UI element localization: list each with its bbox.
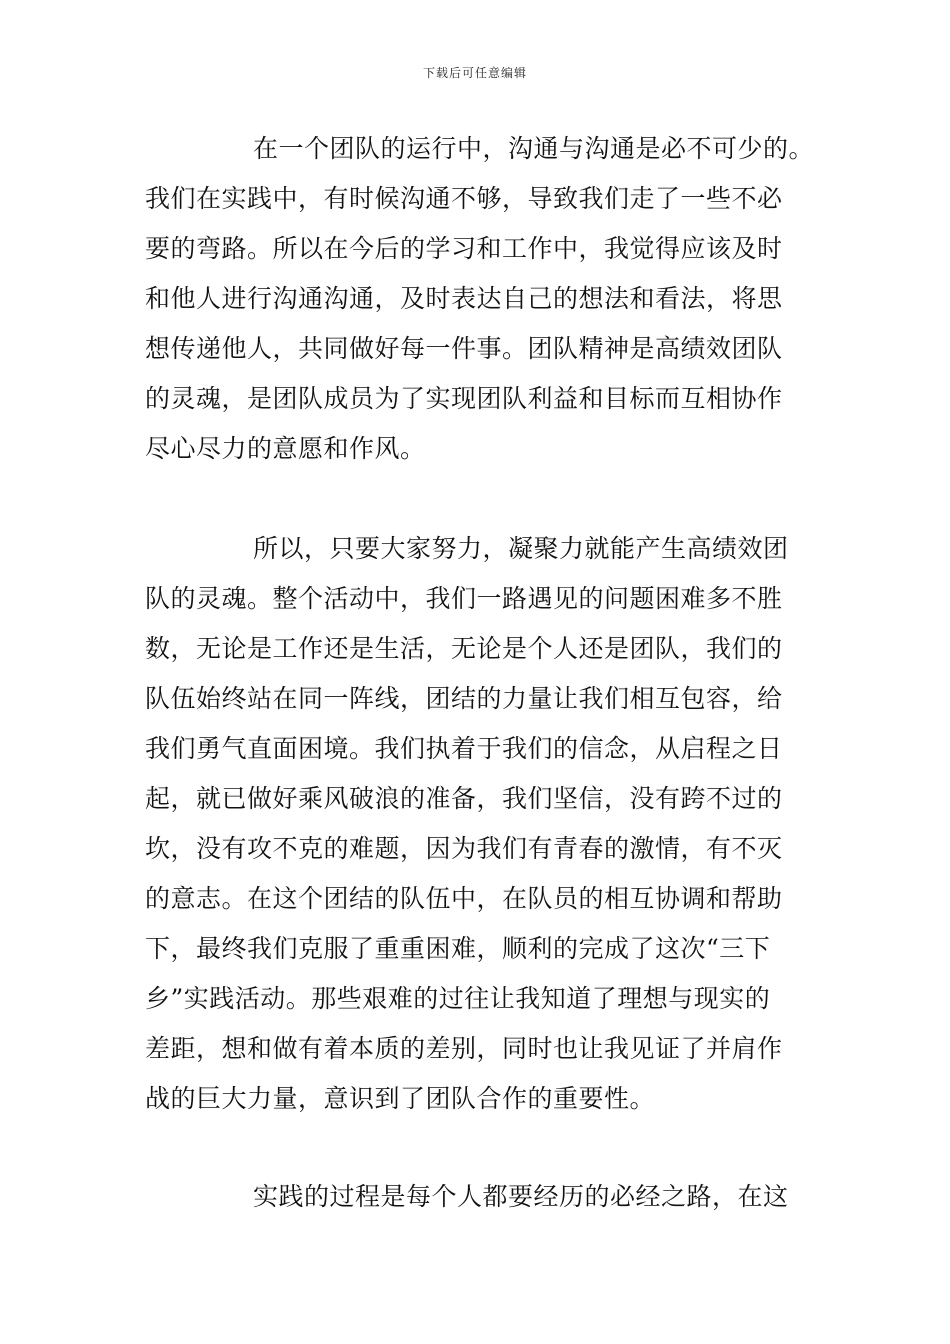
paragraph-line: 我们勇气直面困境。我们执着于我们的信念，从启程之日 xyxy=(145,734,783,763)
header-note: 下载后可任意编辑 xyxy=(422,66,527,80)
paragraph-line: 想传递他人，共同做好每一件事。团队精神是高绩效团队 xyxy=(145,334,783,363)
paragraph-line: 乡”实践活动。那些艰难的过往让我知道了理想与现实的 xyxy=(145,984,771,1013)
paragraph-line: 我们在实践中，有时候沟通不够，导致我们走了一些不必 xyxy=(145,184,783,213)
paragraph xyxy=(145,1172,815,1222)
paragraph-line: 和他人进行沟通沟通，及时表达自己的想法和看法，将思 xyxy=(145,284,783,313)
paragraph-line: 队的灵魂。整个活动中，我们一路遇见的问题困难多不胜 xyxy=(145,584,783,613)
paragraph-line: 队伍始终站在同一阵线，团结的力量让我们相互包容，给 xyxy=(145,684,783,713)
paragraph-line: 所以，只要大家努力，凝聚力就能产生高绩效团 xyxy=(253,534,789,563)
paragraph-line: 实践的过程是每个人都要经历的必经之路，在这 xyxy=(253,1182,789,1211)
paragraph-line: 的意志。在这个团结的队伍中，在队员的相互协调和帮助 xyxy=(145,884,783,913)
paragraph-line: 数，无论是工作还是生活，无论是个人还是团队，我们的 xyxy=(145,634,783,663)
paragraph xyxy=(145,124,815,474)
paragraph xyxy=(145,524,815,1124)
paragraph-line: 坎，没有攻不克的难题，因为我们有青春的激情，有不灭 xyxy=(145,834,783,863)
paragraph-line: 的灵魂，是团队成员为了实现团队利益和目标而互相协作 xyxy=(145,384,783,413)
paragraph-line: 起，就已做好乘风破浪的准备，我们坚信，没有跨不过的 xyxy=(145,784,783,813)
paragraph-line: 差距，想和做有着本质的差别，同时也让我见证了并肩作 xyxy=(145,1034,783,1063)
paragraph-line: 要的弯路。所以在今后的学习和工作中，我觉得应该及时 xyxy=(145,234,783,263)
paragraph-line: 尽心尽力的意愿和作风。 xyxy=(145,434,426,463)
paragraph-line: 在一个团队的运行中，沟通与沟通是必不可少的。 xyxy=(253,134,815,163)
paragraph-line: 战的巨大力量，意识到了团队合作的重要性。 xyxy=(145,1084,656,1113)
paragraph-line: 下，最终我们克服了重重困难，顺利的完成了这次“三下 xyxy=(145,934,771,963)
